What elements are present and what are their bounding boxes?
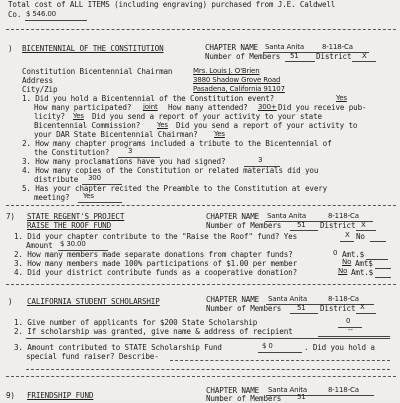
address-label: Address [22,76,53,85]
members-underline [290,230,318,231]
q5-text: 5. Has your chapter recited the Preamble to the Constitution at every [22,184,328,193]
raise-roof-q1: 1. Did your chapter contribute to the "Raise the Roof" fund? Yes [14,232,297,241]
raise-roof-q2-answer: 0 [333,249,338,257]
members-label: Number of Members [206,304,282,313]
q4-text-cont: distribute [34,175,79,184]
chapter-name-label: CHAPTER NAME [205,43,259,52]
scholarship-q2: 2. If scholarship was granted, give name & address of recipient [14,327,293,336]
q1-publicity: Did you receive pub- [278,103,367,112]
section-number: ) [8,297,13,306]
q1-participated: How many participated? [34,103,132,112]
district-label: District [320,221,356,230]
chapter-underline [265,221,373,222]
scholarship-q3: 3. Amount contributed to STATE Scholarship Fund [14,343,222,352]
q1-commission: Bicentennial Commission? [34,121,141,130]
q1-dar-chairman: your DAR State Bicentennial Chairman? [34,130,198,139]
members-label: Number of Members [205,52,281,61]
raise-roof-q3: 3. How many members made 100% participations of $1.00 per member [14,259,297,268]
members-label: Number of Members [206,221,282,230]
section-divider [6,376,396,377]
raise-roof-q1-no-label: No [356,232,365,241]
chapter-name-label: CHAPTER NAME [206,212,260,221]
chapter-name-value: Santa Anita [265,43,304,51]
raise-roof-yes-underline [340,241,354,242]
total-cost-value: $ 546.00 [26,10,56,18]
raise-roof-q2-amt: Amt.$ [342,250,365,259]
total-cost-co-label: Co. [8,10,22,19]
members-value: 51 [297,221,306,229]
q4-text: 4. How many copies of the Constitution or related materials did you [22,166,319,175]
section-divider [6,284,396,285]
section-title: CALIFORNIA STUDENT SCHOLARSHIP [27,297,160,306]
q3-text: 3. How many proclamations have you had signed? [22,157,226,166]
chapter-code: 8-118-Ca [328,386,359,394]
raise-roof-amount: $ 30.00 [60,240,86,248]
raise-roof-q4: 4. Did your district contribute funds as a cooperative donation? [14,268,297,277]
scholarship-q2-answer: -- [348,326,353,334]
q1-answer: Yes [336,94,347,102]
section-title: FRIENDSHIP FUND [27,391,94,400]
raise-roof-q3-answer: No [342,258,352,266]
q1-licity-answer: Yes [73,112,84,120]
raise-roof-q3-amt-underline [375,268,391,269]
members-value: 51 [290,52,299,60]
chapter-name-label: CHAPTER NAME [206,295,260,304]
members-underline [290,313,318,314]
city-value: Pasadena, California 91107 [193,85,285,93]
district-value: X [361,221,366,229]
q4-answer: 300 [88,174,101,182]
members-label: Number of Members [206,394,282,403]
q1-dar-answer: Yes [214,130,225,138]
q2-answer: 3 [128,147,133,155]
chairman-label: Constitution Bicentennial Chairman [22,67,173,76]
city-label: City/Zip [22,85,58,94]
q3-answer: 3 [258,156,263,164]
scholarship-q3-describe: special fund raiser? Describe- [26,352,159,361]
chapter-code: 8-118-Ca [322,43,353,51]
chapter-name-value: Santa Anita [268,386,307,394]
scholarship-q1-answer: 0 [346,317,351,325]
chapter-underline [266,395,374,396]
members-value: 51 [297,304,306,312]
members-underline [285,61,315,62]
district-label: District [320,304,356,313]
address-value: 3880 Shadow Grove Road [193,76,281,84]
district-value: X [362,52,367,60]
raise-roof-q4-answer: No [338,267,348,275]
chapter-name-value: Santa Anita [267,212,306,220]
chairman-value: Mrs. Louis J. O'Brien [193,67,260,75]
raise-roof-q4-amt-underline [375,277,391,278]
chapter-name-value: Santa Anita [268,295,307,303]
q1-text: 1. Did you hold a Bicentennial of the Constitution event? [22,94,275,103]
scholarship-describe-line [170,360,390,361]
raise-roof-q4-amt: Amt.$ [351,268,374,277]
scholarship-q3-cont: . Did you hold a [304,343,375,352]
section-number: 7) [6,212,15,221]
district-underline [356,313,376,314]
scholarship-describe-line-2 [26,369,390,370]
q2-text: 2. How many chapter programs included a tribute to the Bicentennial of [22,139,332,148]
district-underline [356,230,376,231]
chapter-code: 8-118-Ca [328,212,359,220]
q1-participated-answer: joint [143,103,158,111]
raise-roof-amount-label: Amount [26,241,53,250]
q5-underline [78,202,122,203]
q1-attended-answer: 300+ [258,103,277,111]
raise-roof-q2: 2. How many members made separate donations from chapter funds? [14,250,293,259]
chapter-name-label: CHAPTER NAME [206,386,260,395]
section-subtitle: RAISE THE ROOF FUND [27,221,112,230]
chapter-code: 8-118-Ca [328,295,359,303]
raise-roof-q1-yes: X [345,231,350,239]
section-divider [6,205,396,206]
q5-text-cont: meeting? [34,193,70,202]
scholarship-q3-answer: $ 0 [262,342,273,350]
scholarship-q3-underline [258,352,302,353]
q1-commission-answer: Yes [157,121,168,129]
q5-answer: Yes [83,192,94,200]
raise-roof-q3-amt: Amt$ [355,259,373,268]
section-title: STATE REGENT'S PROJECT [27,212,125,221]
district-value: X [360,303,365,311]
q1-attended: How many attended? [168,103,248,112]
total-cost-line: Total cost of ALL ITEMS (including engraving) purchased from J.E. Caldwell [8,0,336,9]
section-number: 9) [6,391,15,400]
district-label: District [316,52,352,61]
section-title: BICENTENNIAL OF THE CONSTITUTION [22,44,164,53]
district-underline [352,61,376,62]
q1-send-report-dar: Did you send a report of your activity to [176,121,358,130]
raise-roof-no-underline [370,241,386,242]
scholarship-q2-underline [318,336,390,337]
q1-licity: licity? [34,112,65,121]
section-number: ) [8,44,13,53]
scholarship-q1: 1. Give number of applicants for $200 State Scholarship [14,318,258,327]
total-cost-underline [25,20,87,21]
members-value: 51 [297,393,306,401]
q1-send-report: Did you send a report of your activity to your state [92,112,322,121]
scholarship-blank-line [26,338,390,339]
q2-text-cont: the Constitution? [34,148,110,157]
section-divider [6,29,396,30]
